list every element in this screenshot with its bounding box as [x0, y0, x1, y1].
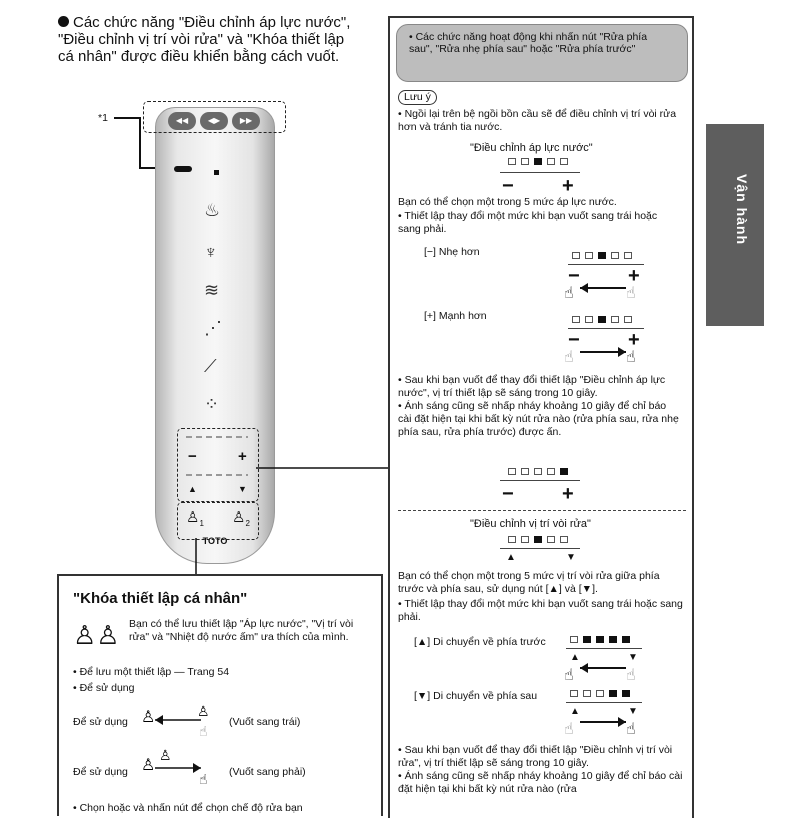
- lockbox-bottom: • Chọn hoặc và nhấn nút để chọn chế độ rửa bạn: [73, 802, 303, 814]
- swipe-back-arrow: [560, 712, 650, 740]
- svg-text:♙: ♙: [197, 704, 210, 720]
- nozzle-title: "Điều chỉnh vị trí vòi rửa": [470, 518, 591, 530]
- blink-plus: +: [562, 483, 574, 505]
- intro-paragraph: Các chức năng "Điều chỉnh áp lực nước", "Điều chỉnh vị trí vòi rửa" và "Khóa thiết lập cá nhân" được điều khiển bằng cách vuốt.: [58, 14, 351, 65]
- personal-lock-box: [57, 574, 383, 816]
- divider: [566, 702, 642, 703]
- connector-line: [256, 466, 390, 470]
- pressure-levels-text: Bạn có thể chọn một trong 5 mức áp lực nước.: [398, 196, 617, 208]
- weaker-plus: +: [628, 265, 640, 287]
- divider: [500, 548, 580, 549]
- footnote-marker: *1: [98, 112, 108, 124]
- highlight-swipe-area: [177, 428, 259, 502]
- svg-text:☝: ☝: [626, 283, 636, 302]
- remote-up[interactable]: ▲: [188, 484, 197, 494]
- weaker-minus: −: [568, 265, 580, 287]
- nozzle-up: ▲: [506, 552, 516, 563]
- pressure-minus: −: [502, 175, 514, 197]
- user1-button[interactable]: $♙_1$: [186, 509, 204, 528]
- side-tab-label: Vận hành: [734, 174, 750, 246]
- divider: [566, 648, 642, 649]
- move-back-label: [▼] Di chuyển về phía sau: [414, 690, 538, 702]
- svg-text:☝: ☝: [199, 724, 208, 738]
- stronger-label: [+] Mạnh hơn: [424, 310, 487, 322]
- brand-logo: TOTO: [202, 536, 228, 546]
- nozzle-blink-text: • Ánh sáng cũng sẽ nhấp nháy khoảng 10 giây để chỉ báo cài đặt hiện tại khi bất kỳ nút rửa nào (rửa: [398, 770, 683, 795]
- nozzle-spray-icon[interactable]: ♨: [204, 200, 221, 220]
- move-front-label: [▲] Di chuyển về phía trước: [414, 636, 546, 648]
- lockbox-save: • Để lưu một thiết lập — Trang 54: [73, 666, 230, 678]
- pressure-blink-text: • Ánh sáng cũng sẽ nhấp nháy khoảng 10 giây để chỉ báo cài đặt hiện tại khi bất kỳ nút rửa nào (rửa phía sau, rửa nhẹ phía sau, rửa phía trước) được ấn.: [398, 400, 679, 438]
- back-bar: [570, 690, 635, 697]
- front-down: ▼: [628, 652, 638, 663]
- sparkle-icon[interactable]: ⁘: [204, 394, 220, 414]
- use-label-1: Để sử dụng: [73, 716, 128, 728]
- front-up: ▲: [570, 652, 580, 663]
- swipe-left-arrow: [560, 276, 650, 306]
- svg-text:♙: ♙: [159, 748, 172, 764]
- indicator-light: [174, 166, 192, 172]
- svg-text:☝: ☝: [564, 719, 574, 738]
- highlight-user-buttons: [177, 502, 259, 540]
- swipe-right-text: (Vuốt sang phải): [229, 766, 306, 778]
- nozzle-clean-icon[interactable]: ⋰: [204, 318, 222, 338]
- use-label-2: Để sử dụng: [73, 766, 128, 778]
- section-divider: [398, 510, 686, 511]
- user2-number: 2: [245, 519, 250, 528]
- stronger-minus: −: [568, 329, 580, 351]
- pressure-after-text: • Sau khi bạn vuốt để thay đổi thiết lập "Điều chỉnh áp lực nước", vị trí thiết lập sẽ sáng trong 10 giây.: [398, 374, 666, 399]
- intro-text: [58, 14, 358, 65]
- remote-top-button-3[interactable]: ▶▶: [232, 112, 260, 130]
- nozzle-change-text: • Thiết lập thay đổi một mức khi bạn vuốt sang trái hoặc sang phải.: [398, 598, 683, 623]
- svg-text:☝: ☝: [564, 283, 574, 302]
- front-bar: [570, 636, 635, 643]
- panel-header-text: • Các chức năng hoạt động khi nhấn nút "Rửa phía sau", "Rửa nhẹ phía sau" hoặc "Rửa phía trước": [409, 31, 648, 55]
- back-down: ▼: [628, 706, 638, 717]
- blink-minus: −: [502, 483, 514, 505]
- note-badge-label: Lưu ý: [398, 90, 437, 105]
- nozzle-levels-text: Bạn có thể chọn một trong 5 mức vị trí vòi rửa giữa phía trước và phía sau, sử dụng nút [▲] và [▼].: [398, 570, 660, 595]
- section-side-tab: [706, 124, 764, 326]
- bidet-icon[interactable]: ♆: [204, 242, 218, 262]
- svg-text:♙: ♙: [141, 755, 156, 774]
- nozzle-down: ▼: [566, 552, 576, 563]
- svg-text:☝: ☝: [564, 665, 574, 684]
- svg-text:☝: ☝: [564, 347, 574, 366]
- pressure-plus: +: [562, 175, 574, 197]
- pressure-change-text: • Thiết lập thay đổi một mức khi bạn vuốt sang trái hoặc sang phải.: [398, 210, 658, 235]
- note-badge: [398, 90, 437, 105]
- svg-text:☝: ☝: [199, 772, 208, 786]
- note-text: • Ngồi lại trên bệ ngồi bồn cầu sẽ để điều chỉnh vị trí vòi rửa hơn và tránh tia nước.: [398, 108, 677, 133]
- blink-bar: [508, 468, 573, 475]
- remote-top-button-2[interactable]: ◀▶: [200, 112, 228, 130]
- user1-number: 1: [199, 519, 204, 528]
- lockbox-title: "Khóa thiết lập cá nhân": [73, 590, 248, 607]
- nozzle-after-text: • Sau khi bạn vuốt để thay đổi thiết lập "Điều chỉnh vị trí vòi rửa", vị trí thiết lập sẽ sáng trong 10 giây.: [398, 744, 673, 769]
- panel-header: [396, 24, 688, 82]
- stronger-bar: [572, 316, 637, 323]
- lockbox-desc: Bạn có thể lưu thiết lập "Áp lực nước", "Vị trí vòi rửa" và "Nhiệt độ nước ấm" ưa thích của mình.: [129, 618, 354, 643]
- divider: [500, 480, 580, 481]
- lockbox-use: • Để sử dụng: [73, 682, 135, 694]
- swipe-left-diagram: [139, 698, 219, 738]
- wave-icon[interactable]: ≋: [204, 280, 220, 300]
- back-up: ▲: [570, 706, 580, 717]
- nozzle-level-bar: [508, 536, 573, 543]
- user2-button[interactable]: $♙_2$: [232, 509, 250, 528]
- swipe-left-text: (Vuốt sang trái): [229, 716, 301, 728]
- remote-plus[interactable]: +: [238, 448, 247, 465]
- svg-text:♙: ♙: [141, 707, 156, 726]
- svg-text:☝: ☝: [626, 719, 636, 738]
- swipe-right-diagram: [139, 746, 219, 786]
- swipe-right-arrow: [560, 340, 650, 370]
- weaker-bar: [572, 252, 637, 259]
- remote-top-button-1[interactable]: ◀◀: [168, 112, 196, 130]
- bullet-icon: [58, 16, 69, 27]
- divider: [500, 172, 580, 173]
- pressure-title: "Điều chỉnh áp lực nước": [470, 142, 593, 154]
- swipe-front-arrow: [560, 658, 650, 686]
- indicator-dot: [214, 170, 219, 175]
- pressure-level-bar: [508, 158, 573, 165]
- svg-text:☝: ☝: [626, 665, 636, 684]
- remote-minus[interactable]: −: [188, 448, 197, 465]
- svg-text:☝: ☝: [626, 347, 636, 366]
- stronger-plus: +: [628, 329, 640, 351]
- weaker-label: [−] Nhẹ hơn: [424, 246, 480, 258]
- wand-icon[interactable]: ⟋: [204, 356, 217, 376]
- connector-line-down: [194, 538, 198, 576]
- user-icons: ♙♙: [73, 620, 120, 650]
- remote-down[interactable]: ▼: [238, 484, 247, 494]
- highlight-top-buttons: [143, 101, 286, 133]
